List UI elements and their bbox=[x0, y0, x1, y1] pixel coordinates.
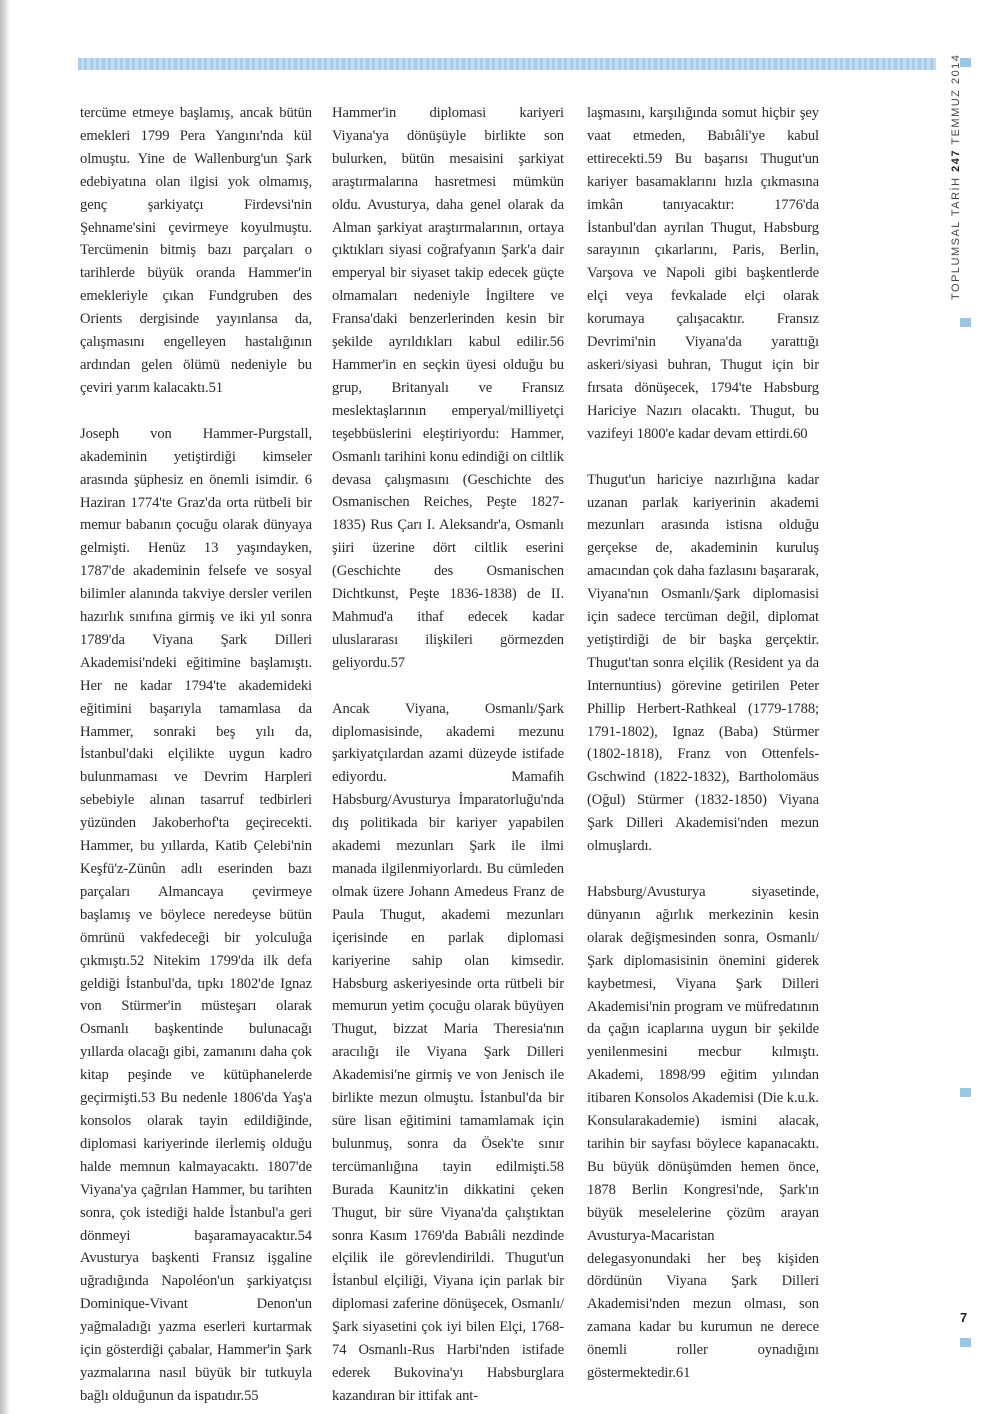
margin-marker bbox=[960, 1338, 971, 1347]
scan-edge-shadow bbox=[0, 0, 10, 1414]
column-3-paragraph-1: laşmasını, karşılığında somut hiçbir şey vaat etmeden, Babıâli'ye kabul ettirecekti.59 Bu başarısı Thugut'un kariyer basamaklarını hızla çıkmasına imkân tanıyacaktır: 1776'da İstanbul'dan ayrılan Thugut, Habsburg sarayının çıkarlarını, Paris, Berlin, Varşova ve Napoli gibi başkentlerde elçi veya fevkalade elçi olarak korumaya çalışacaktır. Fransız Devrimi'nin Viyana'da yarattığı askeri/siyasi buhran, Thugut için bir fırsata dönüşecek, 1794'te Habsburg Hariciye Nazırı olacaktı. Thugut, bu vazifeyi 1800'e kadar devam ettirdi.60 bbox=[587, 105, 819, 442]
column-1-paragraph-2: Joseph von Hammer-Purgstall, akademinin yetiştirdiği kimseler arasında şüphesiz en önemli isimdir. 6 Haziran 1774'te Graz'da orta rütbeli bir memur babanın çocuğu olarak dünyaya gelmişti. Henüz 13 yaşındayken, 1787'de akademinin felsefe ve sosyal bilimler alanında takviye dersler verilen hazırlık sınıfına girmiş ve iki yıl sonra 1789'da Viyana Şark Dilleri Akademisi'ndeki eğitimine başlamıştı. Her ne kadar 1794'te akademideki eğitimini başarıyla tamamlasa da Hammer, sonraki beş yılı da, İstanbul'daki elçilikte uygun kadro bulunmaması ve Devrim Harpleri sebebiyle alınan tasarruf tedbirleri yüzünden Jakoberhof'ta geçirecekti. Hammer, bu yıllarda, Katib Çelebi'nin Keşfü'z-Zünûn adlı eserinden bazı parçaları Almancaya çevirmeye başlamış ve böylece neredeyse bütün ömrünü vakfedeceği bir yolculuğa çıkmıştı.52 Nitekim 1799'da ilk defa geldiği İstanbul'da, tıpkı 1802'de Ignaz von Stürmer'in müsteşarı olarak Osmanlı başkentinde bulunacağı yıllarda olacağı gibi, zamanını daha çok kitap peşinde ve kütüphanelerde geçirmişti.53 Bu nedenle 1806'da Yaş'a konsolos olarak tayin edildiğinde, diplomasi kariyerinde ilerlemiş olduğu halde memnun kalmayacaktı. 1807'de Viyana'ya çağrılan Hammer, bu tarihten sonra, çok istediği halde İstanbul'a geri dönmeyi başaramayacaktır.54 Avusturya başkenti Fransız işgaline uğradığında Napoléon'un şarkiyatçısı Dominique-Vivant Denon'un yağmaladığı yazma eserleri kurtarmak için gösterdiği çabalar, Hammer'in Şark yazmalarına nasıl büyük bir tutkuyla bağlı olduğunun da ispatıdır.55 bbox=[80, 425, 312, 1404]
header-color-band bbox=[78, 58, 936, 70]
column-2-paragraph-2: Ancak Viyana, Osmanlı/Şark diplomasisinde, akademi mezunu şarkiyatçılardan azami düzeyde istifade ediyordu. Mamafih Habsburg/Avusturya İmparatorluğu'nda dış politikada bir kariyer yapabilen akademi mezunları Şark ile ilmi manada ilgilenmiyorlardı. Bu cümleden olmak üzere Johann Amedeus Franz de Paula Thugut, akademi mezunları içerisinde en parlak diplomasi kariyerine sahip olan kimsedir. Habsburg askeriyesinde orta rütbeli bir memurun yetim çocuğu olarak büyüyen Thugut, bizzat Maria Theresia'nın aracılığı ile Viyana Şark Dilleri Akademisi'ne girmiş ve von Jenisch ile birlikte mezun olmuştu. İstanbul'da bir süre lisan eğitimini tamamlamak için bulunmuş, sonra da Ösek'te sınır tercümanlığına tayin edilmişti.58 Burada Kaunitz'in dikkatini çeken Thugut, bir süre Viyana'da çalıştıktan sonra Kasım 1769'da Babıâli nezdinde elçilik ile görevlendirildi. Thugut'un İstanbul elçiliği, Viyana için parlak bir diplomasi zaferine dönüşecek, Osmanlı/Şark siyasetini çok iyi bilen Elçi, 1768-74 Osmanlı-Rus Harbi'nden istifade ederek Bukovina'yı Habsburglara kazandıran bir ittifak ant- bbox=[332, 700, 564, 1404]
column-3-paragraph-3: Habsburg/Avusturya siyasetinde, dünyanın ağırlık merkezinin kesin olarak değişmesinden sonra, Osmanlı/Şark diplomasisinin önemini giderek kaybetmesi, Viyana Şark Dilleri Akademisi'nin program ve müfredatının da çağın icaplarına uygun bir şekilde yenilenmesini mecbur kılmıştı. Akademi, 1898/99 eğitim yılından itibaren Konsolos Akademisi (Die k.u.k. Konsularakademie) ismini alacak, tarihin bir sayfası böylece kapanacaktı. Bu büyük dönüşümden hemen önce, 1878 Berlin Kongresi'nde, Şark'ın büyük meselelerine çözüm arayan Avusturya-Macaristan delegasyonundaki her beş kişiden dördünün Viyana Şark Dilleri Akademisi'nden mezun olması, son zamana kadar bu kurumun ne derece önemli roller oynadığını göstermektedir.61 bbox=[587, 884, 819, 1382]
column-1-paragraph-1: tercüme etmeye başlamış, ancak bütün emekleri 1799 Pera Yangını'nda kül olmuştu. Yine de Wallenburg'un Şark edebiyatına olan ilgisi yok olmamış, genç şarkiyatçı Firdevsi'nin Şehname'sini çevirmeye koyulmuştu. Tercümenin bitmiş bazı parçaları o tarihlerde büyük oranda Hammer'in emekleriyle çıkan Fundgruben des Orients dergisinde yayınlansa da, çalışmasını engelleyen hastalığının ardından gelen ölümü nedeniyle bu çeviri yarım kalacaktı.51 bbox=[80, 105, 312, 396]
text-column-1 bbox=[80, 102, 312, 1408]
text-column-2 bbox=[332, 102, 564, 1408]
issue-number: 247 bbox=[950, 149, 962, 172]
running-header bbox=[950, 53, 980, 301]
margin-marker bbox=[960, 1088, 971, 1097]
page-number: 7 bbox=[960, 1310, 968, 1325]
magazine-name: TOPLUMSAL TARİH bbox=[950, 176, 962, 300]
column-2-paragraph-1: Hammer'in diplomasi kariyeri Viyana'ya dönüşüyle birlikte son bulurken, bütün mesaisini şarkiyat araştırmalarına hasretmesi mümkün oldu. Avusturya, daha genel olarak da Alman şarkiyat araştırmalarının, ortaya çıktıkları siyasi coğrafyanın Şark'a dair emperyal bir siyaset takip edecek güçte olmamaları nedeniyle İngiltere ve Fransa'daki benzerlerinden kesin bir şekilde ayrıldıkları kabul edilir.56 Hammer'in en seçkin üyesi olduğu bu grup, Britanyalı ve Fransız meslektaşlarının emperyal/milliyetçi teşebbüslerini eleştiriyordu: Hammer, Osmanlı tarihini konu edindiği on ciltlik devasa çalışmasını (Geschichte des Osmanischen Reiches, Peşte 1827-1835) Rus Çarı I. Aleksandr'a, Osmanlı şiiri üzerine dört ciltlik eserini (Geschichte des Osmanischen Dichtkunst, Peşte 1836-1838) de II. Mahmud'a ithaf edecek kadar uluslararası ilişkileri görmezden geliyordu.57 bbox=[332, 105, 564, 671]
issue-date: TEMMUZ 2014 bbox=[950, 53, 962, 145]
column-3-paragraph-2: Thugut'un hariciye nazırlığına kadar uzanan parlak kariyerinin akademi mezunları arasında istisna olduğu gerçekse de, akademinin kuruluş amacından çok daha fazlasını başararak, Viyana'nın Osmanlı/Şark diplomasisi için sadece tercüman değil, diplomat yetiştirdiği de bir başka gerçektir. Thugut'tan sonra elçilik (Resident ya da Internuntius) görevine getirilen Peter Phillip Herbert-Rathkeal (1779-1788; 1791-1802), Ignaz (Baba) Stürmer (1802-1818), Franz von Ottenfels-Gschwind (1822-1832), Bartholomäus (Oğul) Stürmer (1832-1850) Viyana Şark Dilleri Akademisi'nden mezun olmuşlardı. bbox=[587, 471, 819, 855]
margin-marker bbox=[960, 318, 971, 327]
text-column-3 bbox=[587, 102, 819, 1385]
